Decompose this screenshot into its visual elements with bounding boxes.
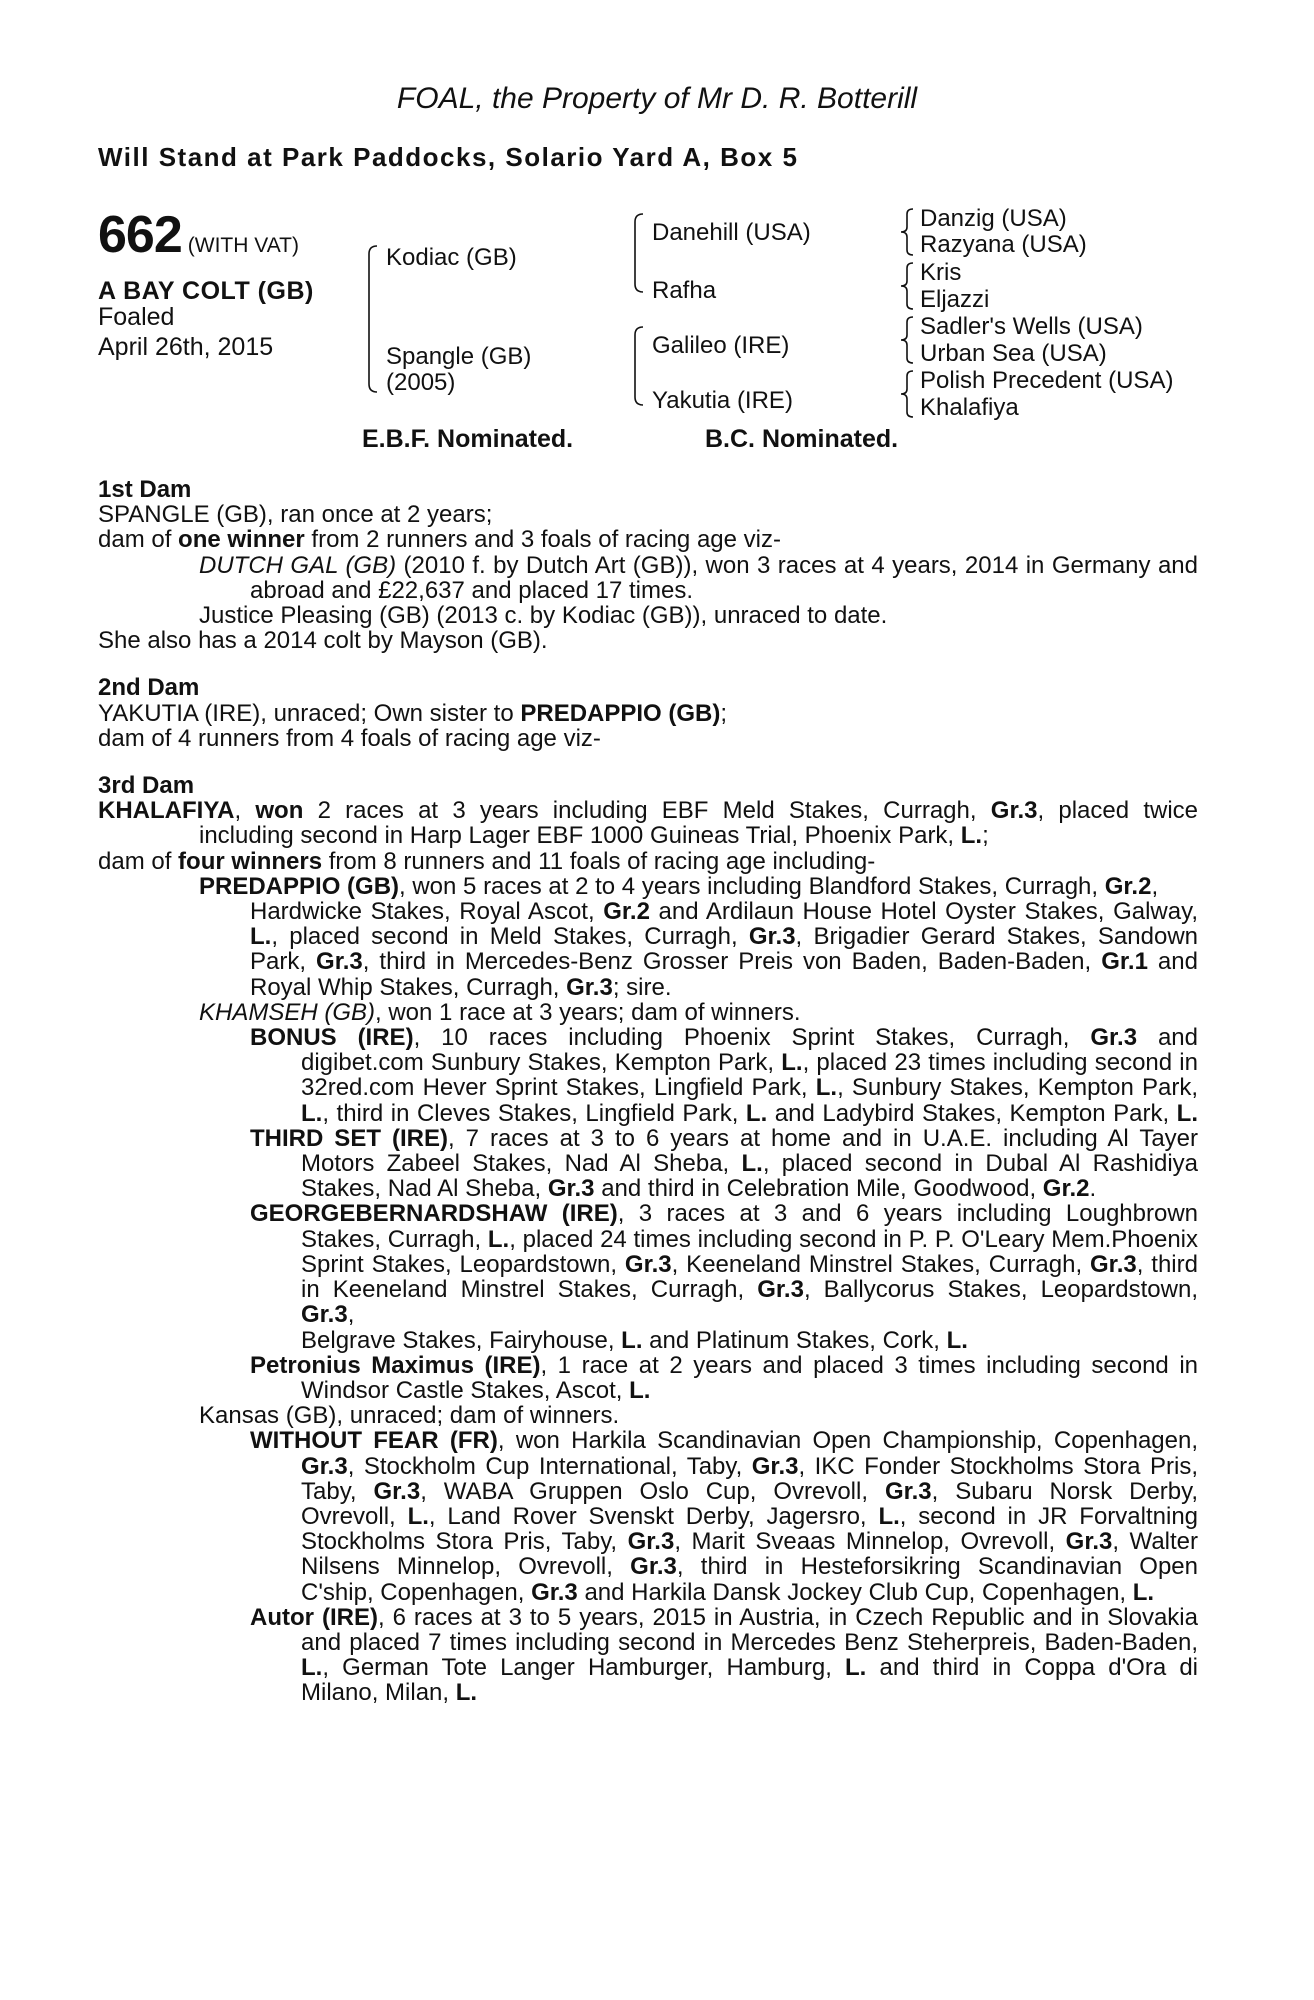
third-dam-line: Ovrevoll, L., Land Rover Svenskt Derby, Jagersro, L., second in JR Forvaltning: [301, 1502, 1199, 1530]
stand-location: Will Stand at Park Paddocks, Solario Yard A, Box 5: [98, 142, 799, 172]
pedigree-dam-year: (2005): [386, 369, 456, 396]
third-dam-line: Belgrave Stakes, Fairyhouse, L. and Platinum Stakes, Cork, L.: [301, 1326, 968, 1354]
lot-header: [98, 205, 299, 265]
bracket-gen3-4: [900, 370, 914, 418]
second-dam-line: dam of 4 runners from 4 foals of racing age viz-: [98, 724, 601, 752]
foaled-date: April 26th, 2015: [98, 333, 274, 361]
third-dam-line: including second in Harp Lager EBF 1000 Guineas Trial, Phoenix Park, L.;: [199, 822, 989, 850]
third-dam-line: in Keeneland Minstrel Stakes, Curragh, Gr.3, Ballycorus Stakes, Leopardstown, Gr.3,: [301, 1276, 1199, 1329]
pedigree-sds: Kris: [920, 259, 962, 286]
third-dam-line: Nilsens Minnelop, Ovrevoll, Gr.3, third in Hesteforsikring Scandinavian Open: [301, 1553, 1198, 1581]
first-dam-line: SPANGLE (GB), ran once at 2 years;: [98, 501, 493, 529]
third-dam-line: Autor (IRE), 6 races at 3 to 5 years, 2015 in Austria, in Czech Republic and in Slovakia: [250, 1603, 1198, 1631]
third-dam-line: C'ship, Copenhagen, Gr.3 and Harkila Dansk Jockey Club Cup, Copenhagen, L.: [301, 1578, 1155, 1606]
pedigree-sire: Kodiac (GB): [386, 244, 517, 271]
third-dam-line: L., German Tote Langer Hamburger, Hamburg, L. and third in Coppa d'Ora di: [301, 1654, 1198, 1682]
catalogue-body: [98, 477, 1198, 1706]
pedigree-sire-sire: Danehill (USA): [652, 219, 811, 246]
third-dam-line: L., third in Cleves Stakes, Lingfield Park, L. and Ladybird Stakes, Kempton Park, L.: [301, 1099, 1198, 1127]
first-dam-line: She also has a 2014 colt by Mayson (GB).: [98, 627, 548, 655]
third-dam-line: Stakes, Curragh, L., placed 24 times including second in P. P. O'Leary Mem.Phoenix: [301, 1225, 1198, 1253]
third-dam-line: Milano, Milan, L.: [301, 1679, 478, 1707]
third-dam-line: GEORGEBERNARDSHAW (IRE), 3 races at 3 and 6 years including Loughbrown: [250, 1200, 1199, 1228]
pedigree-ddd: Khalafiya: [920, 394, 1019, 421]
bc-nominated: B.C. Nominated.: [705, 425, 899, 453]
third-dam-heading: 3rd Dam: [98, 772, 195, 800]
first-dam-line: abroad and £22,637 and placed 17 times.: [250, 576, 694, 604]
third-dam-line: Stakes, Nad Al Sheba, Gr.3 and third in Celebration Mile, Goodwood, Gr.2.: [301, 1175, 1097, 1203]
third-dam-line: Kansas (GB), unraced; dam of winners.: [199, 1402, 620, 1430]
third-dam-line: BONUS (IRE), 10 races including Phoenix Sprint Stakes, Curragh, Gr.3 and: [250, 1024, 1198, 1052]
third-dam-line: Motors Zabeel Stakes, Nad Al Sheba, L., placed second in Dubal Al Rashidiya: [301, 1150, 1199, 1178]
third-dam-line: Gr.3, Stockholm Cup International, Taby, Gr.3, IKC Fonder Stockholms Stora Pris,: [301, 1452, 1198, 1480]
third-dam-line: Petronius Maximus (IRE), 1 race at 2 years and placed 3 times including second in: [250, 1351, 1198, 1379]
pedigree-sdd: Eljazzi: [920, 286, 990, 313]
third-dam-line: Sprint Stakes, Leopardstown, Gr.3, Keeneland Minstrel Stakes, Curragh, Gr.3, third: [301, 1250, 1198, 1278]
third-dam-line: Hardwicke Stakes, Royal Ascot, Gr.2 and Ardilaun House Hotel Oyster Stakes, Galway,: [250, 898, 1199, 926]
pedigree-dss: Sadler's Wells (USA): [920, 313, 1143, 340]
third-dam-line: Royal Whip Stakes, Curragh, Gr.3; sire.: [250, 973, 672, 1001]
bracket-gen1: [366, 245, 378, 393]
pedigree-dds: Polish Precedent (USA): [920, 367, 1174, 394]
foaled-label: Foaled: [98, 303, 175, 331]
second-dam-heading: 2nd Dam: [98, 674, 200, 702]
first-dam-line: dam of one winner from 2 runners and 3 foals of racing age viz-: [98, 526, 781, 554]
bracket-gen3-1: [900, 208, 914, 256]
pedigree-dam-sire: Galileo (IRE): [652, 332, 790, 359]
third-dam-line: Taby, Gr.3, WABA Gruppen Oslo Cup, Ovrevoll, Gr.3, Subaru Norsk Derby,: [301, 1477, 1199, 1505]
first-dam-heading: 1st Dam: [98, 476, 192, 503]
pedigree-ssd: Razyana (USA): [920, 231, 1087, 258]
bracket-gen2-bottom: [632, 326, 644, 406]
third-dam-line: KHAMSEH (GB), won 1 race at 3 years; dam of winners.: [199, 998, 801, 1026]
pedigree-dsd: Urban Sea (USA): [920, 340, 1107, 367]
pedigree-dam: Spangle (GB): [386, 343, 532, 370]
pedigree-sire-dam: Rafha: [652, 277, 717, 304]
foaled-info: [98, 302, 273, 362]
ebf-nominated: E.B.F. Nominated.: [362, 425, 574, 453]
lot-number: 662: [98, 206, 182, 264]
first-dam-line: DUTCH GAL (GB) (2010 f. by Dutch Art (GB)), won 3 races at 4 years, 2014 in Germany and: [199, 551, 1199, 579]
third-dam-line: KHALAFIYA, won 2 races at 3 years including EBF Meld Stakes, Curragh, Gr.3, placed twice: [98, 797, 1199, 825]
third-dam-line: 32red.com Hever Sprint Stakes, Lingfield Park, L., Sunbury Stakes, Kempton Park,: [301, 1074, 1199, 1102]
third-dam-line: THIRD SET (IRE), 7 races at 3 to 6 years at home and in U.A.E. including Al Tayer: [250, 1124, 1199, 1152]
bracket-gen2-top: [632, 213, 644, 293]
third-dam-line: WITHOUT FEAR (FR), won Harkila Scandinavian Open Championship, Copenhagen,: [250, 1427, 1198, 1455]
first-dam-line: Justice Pleasing (GB) (2013 c. by Kodiac (GB)), unraced to date.: [199, 602, 888, 630]
third-dam-line: L., placed second in Meld Stakes, Curragh, Gr.3, Brigadier Gerard Stakes, Sandown: [250, 923, 1198, 951]
third-dam-line: dam of four winners from 8 runners and 11 foals of racing age including-: [98, 847, 876, 875]
lot-vat: (WITH VAT): [187, 234, 299, 257]
bracket-gen3-2: [900, 262, 914, 310]
bracket-gen3-3: [900, 316, 914, 364]
third-dam-line: Stockholms Stora Pris, Taby, Gr.3, Marit Sveaas Minnelop, Ovrevoll, Gr.3, Walter: [301, 1528, 1199, 1556]
third-dam-line: PREDAPPIO (GB), won 5 races at 2 to 4 years including Blandford Stakes, Curragh, Gr.2,: [199, 872, 1159, 900]
third-dam-line: digibet.com Sunbury Stakes, Kempton Park, L., placed 23 times including second in: [301, 1049, 1198, 1077]
second-dam-line: YAKUTIA (IRE), unraced; Own sister to PREDAPPIO (GB);: [98, 699, 728, 727]
lot-description: A BAY COLT (GB): [98, 277, 314, 305]
property-line: FOAL, the Property of Mr D. R. Botterill: [396, 82, 918, 115]
third-dam-line: and placed 7 times including second in Mercedes Benz Steherpreis, Baden-Baden,: [301, 1628, 1198, 1656]
pedigree-sss: Danzig (USA): [920, 205, 1067, 232]
third-dam-line: Windsor Castle Stakes, Ascot, L.: [301, 1376, 651, 1404]
third-dam-line: Park, Gr.3, third in Mercedes-Benz Grosser Preis von Baden, Baden-Baden, Gr.1 and: [250, 948, 1198, 976]
pedigree-dam-dam: Yakutia (IRE): [652, 387, 793, 414]
